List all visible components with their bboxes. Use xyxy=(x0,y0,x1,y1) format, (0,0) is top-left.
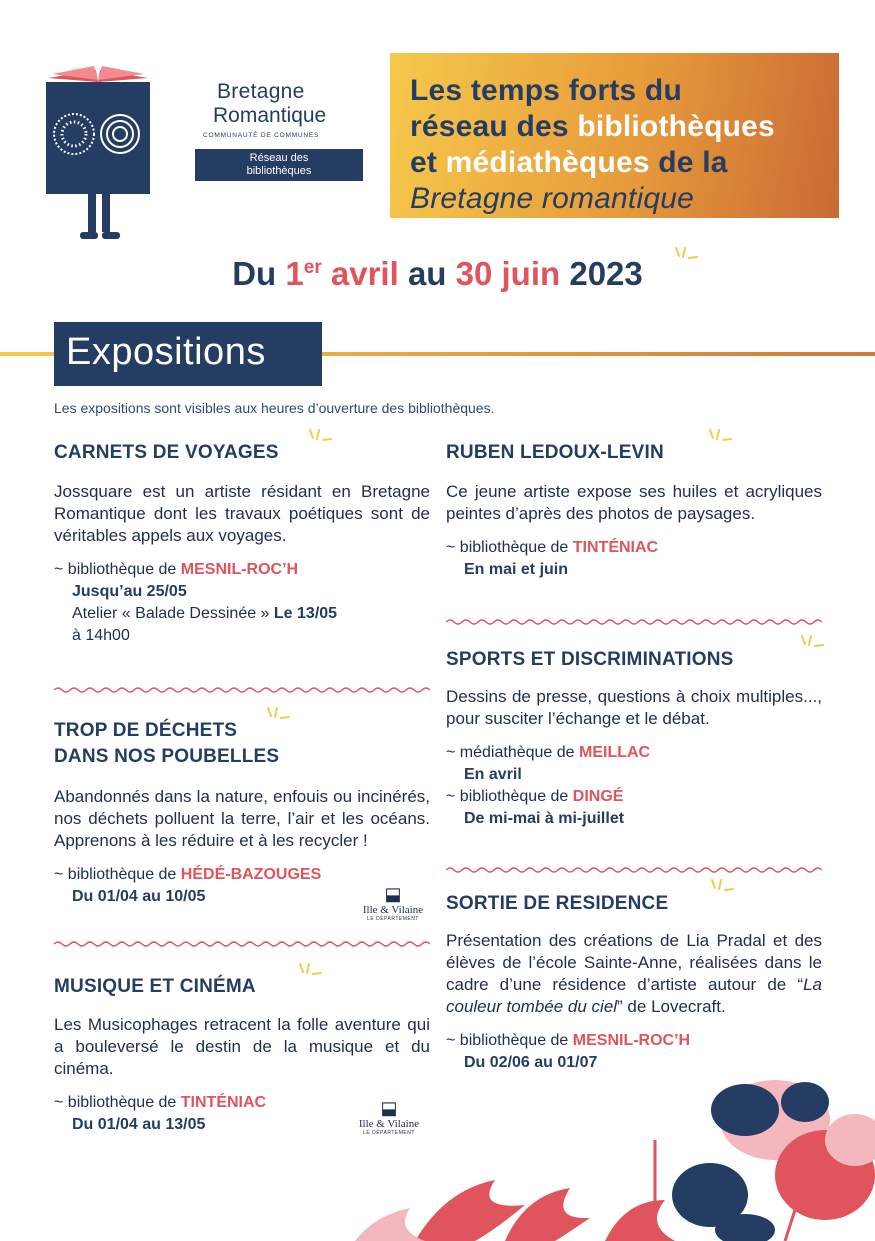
title-line2b: bibliothèques xyxy=(577,110,775,143)
residence-body-b: ” de Lovecraft. xyxy=(617,997,726,1016)
title-line1: Les temps forts du xyxy=(410,74,682,107)
wave-divider xyxy=(446,866,822,874)
intro-text: Les expositions sont visibles aux heures d’ouverture des bibliothèques. xyxy=(54,400,495,416)
section-title: Expositions xyxy=(66,331,266,373)
expo-residence-body xyxy=(446,930,822,1018)
loc-prefix: ~ bibliothèque de xyxy=(54,1094,181,1111)
ille-vilaine-name: Ille & Vilaine xyxy=(358,1118,420,1130)
expo-musique-title: MUSIQUE ET CINÉMA xyxy=(54,976,256,997)
title-line3b: médiathèques xyxy=(445,146,650,179)
wave-divider xyxy=(54,940,430,948)
expo-sports-body: Dessins de presse, questions à choix multiples..., pour susciter l’échange et le débat. xyxy=(446,687,822,728)
expo-residence xyxy=(446,891,822,1074)
title-line3c: de la xyxy=(649,146,728,179)
expo-carnets-atelier xyxy=(54,603,430,625)
date-end: 30 juin xyxy=(455,255,561,292)
title-line4: Bretagne romantique xyxy=(410,182,694,215)
date-one: 1 xyxy=(285,255,304,292)
ille-vilaine-mark-icon: ⬓ xyxy=(384,884,402,904)
expo-sports-when1: En avril xyxy=(464,766,522,783)
expo-sports-when2: De mi-mai à mi-juillet xyxy=(464,810,625,827)
wave-divider xyxy=(54,686,430,694)
loc-name: TINTÉNIAC xyxy=(180,1094,267,1111)
expo-dechets-body: Abandonnés dans la nature, enfouis ou incinérés, nos déchets polluent la terre, l’air et les océans. Apprenons à les réduire et à les recycler ! xyxy=(54,787,430,850)
expo-carnets-when: Jusqu’au 25/05 xyxy=(72,583,187,600)
atelier-time: à 14h00 xyxy=(72,627,130,644)
expo-sports-loc1 xyxy=(446,742,822,764)
bretagne-romantique-logo xyxy=(195,80,370,181)
expo-musique-body: Les Musicophages retracent la folle aventure qui a bouleversé le destin de la musique et du cinéma. xyxy=(54,1015,430,1078)
loc-name: TINTÉNIAC xyxy=(572,539,659,556)
expo-carnets-loc xyxy=(54,559,430,581)
logo-sub: COMMUNAUTÉ DE COMMUNES xyxy=(203,132,320,139)
date-range xyxy=(0,255,875,293)
date-avril: avril xyxy=(321,255,399,292)
expo-carnets-title: CARNETS DE VOYAGES xyxy=(54,442,279,463)
date-year: 2023 xyxy=(560,255,643,292)
date-au: au xyxy=(398,255,456,292)
expo-carnets-body: Jossquare est un artiste résidant en Bretagne Romantique dont les travaux poétiques sont de véritables appels aux voyages. xyxy=(54,482,430,545)
logo-line2: Romantique xyxy=(213,104,327,127)
expo-ruben-loc xyxy=(446,537,822,559)
expo-dechets-loc xyxy=(54,864,430,886)
loc-prefix: ~ bibliothèque de xyxy=(446,1032,573,1049)
loc-prefix: ~ bibliothèque de xyxy=(54,561,181,578)
ille-vilaine-mark-icon: ⬓ xyxy=(380,1098,398,1118)
expo-ruben-when: En mai et juin xyxy=(464,561,569,578)
residence-body-a: Présentation des créations de Lia Pradal et des élèves de l’école Sainte-Anne, réalisées dans le cadre d’une résidence d’artiste autour de “ xyxy=(446,931,822,994)
expo-dechets-when: Du 01/04 au 10/05 xyxy=(72,888,206,905)
ille-vilaine-logo xyxy=(354,884,432,932)
expo-residence-title: SORTIE DE RESIDENCE xyxy=(446,893,669,914)
ille-vilaine-name: Ille & Vilaine xyxy=(362,904,424,916)
loc-prefix: ~ bibliothèque de xyxy=(446,539,573,556)
expo-ruben-title: RUBEN LEDOUX-LEVIN xyxy=(446,442,664,463)
logo-band xyxy=(195,149,363,181)
residence-body-italic: La couleur tombée du ciel xyxy=(446,975,822,1016)
loc-name: MESNIL-ROC’H xyxy=(572,1032,691,1049)
expo-dechets-title-l1: TROP DE DÉCHETS xyxy=(54,720,238,741)
expo-sports-title: SPORTS ET DISCRIMINATIONS xyxy=(446,649,734,670)
loc-prefix: ~ médiathèque de xyxy=(446,744,579,761)
sparkle-icon xyxy=(798,634,824,658)
page-title xyxy=(410,73,775,217)
expo-sports-loc2 xyxy=(446,786,822,808)
logo-band-line1: Réseau des xyxy=(249,152,309,164)
title-line3a: et xyxy=(410,146,446,179)
mascot-illustration xyxy=(44,60,152,242)
expo-sports xyxy=(446,647,822,830)
expo-ruben xyxy=(446,440,822,581)
atelier-label: Atelier « Balade Dessinée » xyxy=(72,605,274,622)
expo-dechets-title-l2: DANS NOS POUBELLES xyxy=(54,746,280,767)
flowers-illustration xyxy=(355,1080,875,1241)
date-sup: er xyxy=(303,257,322,278)
title-line2a: réseau des xyxy=(410,110,578,143)
sparkle-icon xyxy=(706,428,732,452)
expo-residence-when: Du 02/06 au 01/07 xyxy=(464,1054,598,1071)
title-box xyxy=(390,53,839,218)
wave-divider xyxy=(446,618,822,626)
date-du: Du xyxy=(232,255,286,292)
expo-dechets xyxy=(54,718,430,908)
loc-name: DINGÉ xyxy=(572,788,624,805)
logo-line1: Bretagne xyxy=(217,80,305,103)
sparkle-icon xyxy=(264,706,290,730)
atelier-date: Le 13/05 xyxy=(273,605,338,622)
loc-prefix: ~ bibliothèque de xyxy=(54,866,181,883)
ille-vilaine-sub: LE DÉPARTEMENT xyxy=(367,916,419,922)
sparkle-icon xyxy=(708,878,734,902)
sparkle-icon xyxy=(672,246,698,270)
loc-prefix: ~ bibliothèque de xyxy=(446,788,573,805)
ille-vilaine-sub: LE DÉPARTEMENT xyxy=(363,1130,415,1136)
expo-ruben-body: Ce jeune artiste expose ses huiles et acryliques peintes d’après des photos de paysages. xyxy=(446,482,822,523)
expo-musique-when: Du 01/04 au 13/05 xyxy=(72,1116,206,1133)
expo-carnets xyxy=(54,440,430,647)
sparkle-icon xyxy=(306,428,332,452)
loc-name: MEILLAC xyxy=(579,744,651,761)
loc-name: HÉDÉ-BAZOUGES xyxy=(180,866,322,883)
sparkle-icon xyxy=(296,962,322,986)
logo-band-line2: bibliothèques xyxy=(246,165,312,177)
expo-residence-loc xyxy=(446,1030,822,1052)
loc-name: MESNIL-ROC’H xyxy=(180,561,299,578)
